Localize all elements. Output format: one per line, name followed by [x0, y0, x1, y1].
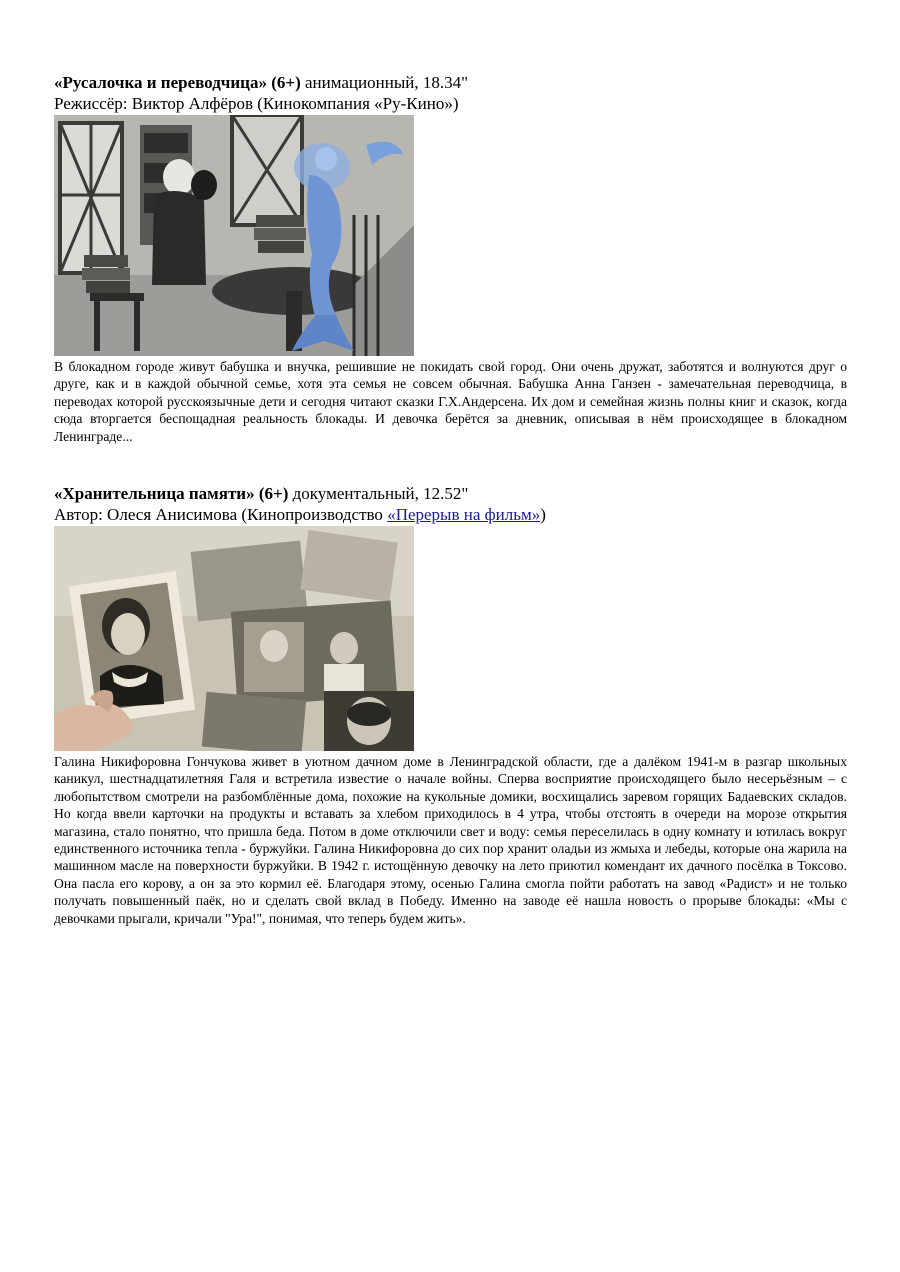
film-credit — [54, 93, 847, 114]
film-genre-duration: документальный, 12.52" — [292, 484, 469, 503]
film-heading — [54, 72, 847, 93]
film-description: В блокадном городе живут бабушка и внучка, решившие не покидать свой город. Они очень дружат, заботятся и волнуются друг о друге, как и в каждой обычной семье, хотя эта семья не совсем обычная. Бабушка Анна Ганзен - замечательная переводчица, в переводах которой русскоязычные дети и сегодня читают сказки Г.Х.Андерсена. Их дом и семейная жизнь полны книг и сказок, когда сюда вторгается беспощадная реальность блокады. И девочка берётся за дневник, описывая в нём происходящее в блокадном Ленинграде... — [54, 359, 847, 444]
film-description: Галина Никифоровна Гончукова живет в уютном дачном доме в Ленинградской области, где а далёком 1941-м в разгар школьных каникул, шестнадцатилетняя Галя и встретила известие о начале войны. Сперва восприятие происходящего было несерьёзным – с любопытством смотрели на разбомблённые дома, похожие на кукольные домики, восхищались заревом горящих Бадаевских складов. Но когда ввели карточки на продукты и вставать за хлебом приходилось в 4 утра, чтобы отстоять в очереди на морозе открытия магазина, стало понятно, что пришла беда. Потом в доме отключили свет и воду: семья переселилась в одну комнату и ютилась вокруг единственного источника тепла - буржуйки. Галина Никифоровна до сих пор хранит оладьи из жмыха и лебеды, которые она жарила на машинном масле на поверхности буржуйки. В 1942 г. истощённую девочку на лето приютил комендант их дачного посёлка в Токсово. Она пасла его корову, а он за это кормил её. Благодаря этому, осенью Галина смогла пойти работать на завод «Радист» и не только получать повышенный паёк, но и сделать свой вклад в Победу. Именно на заводе её нашла новость о прорыве блокады: «Мы с девочками прыгали, кричали "Ура!", понимая, что теперь будем жить». — [54, 754, 847, 926]
film-genre-duration: анимационный, 18.34" — [305, 73, 469, 92]
film-still-documentary — [54, 526, 414, 751]
film-credit-close: ) — [540, 505, 546, 524]
film-credit-text: Автор: Олеся Анисимова (Кинопроизводство — [54, 505, 388, 524]
film-entry-khranitelnitsa — [54, 483, 847, 927]
film-rating: (6+) — [258, 484, 289, 503]
film-title: «Русалочка и переводчица» — [54, 73, 267, 92]
film-credit-text: Режиссёр: Виктор Алфёров (Кинокомпания «Ру-Кино») — [54, 94, 459, 113]
film-rating: (6+) — [271, 73, 301, 92]
studio-link[interactable]: «Перерыв на фильм» — [387, 505, 541, 524]
film-credit — [54, 504, 847, 525]
film-heading — [54, 483, 847, 504]
film-title: «Хранительница памяти» — [54, 484, 255, 503]
film-still-animation — [54, 115, 414, 356]
film-entry-rusalochka — [54, 72, 847, 445]
